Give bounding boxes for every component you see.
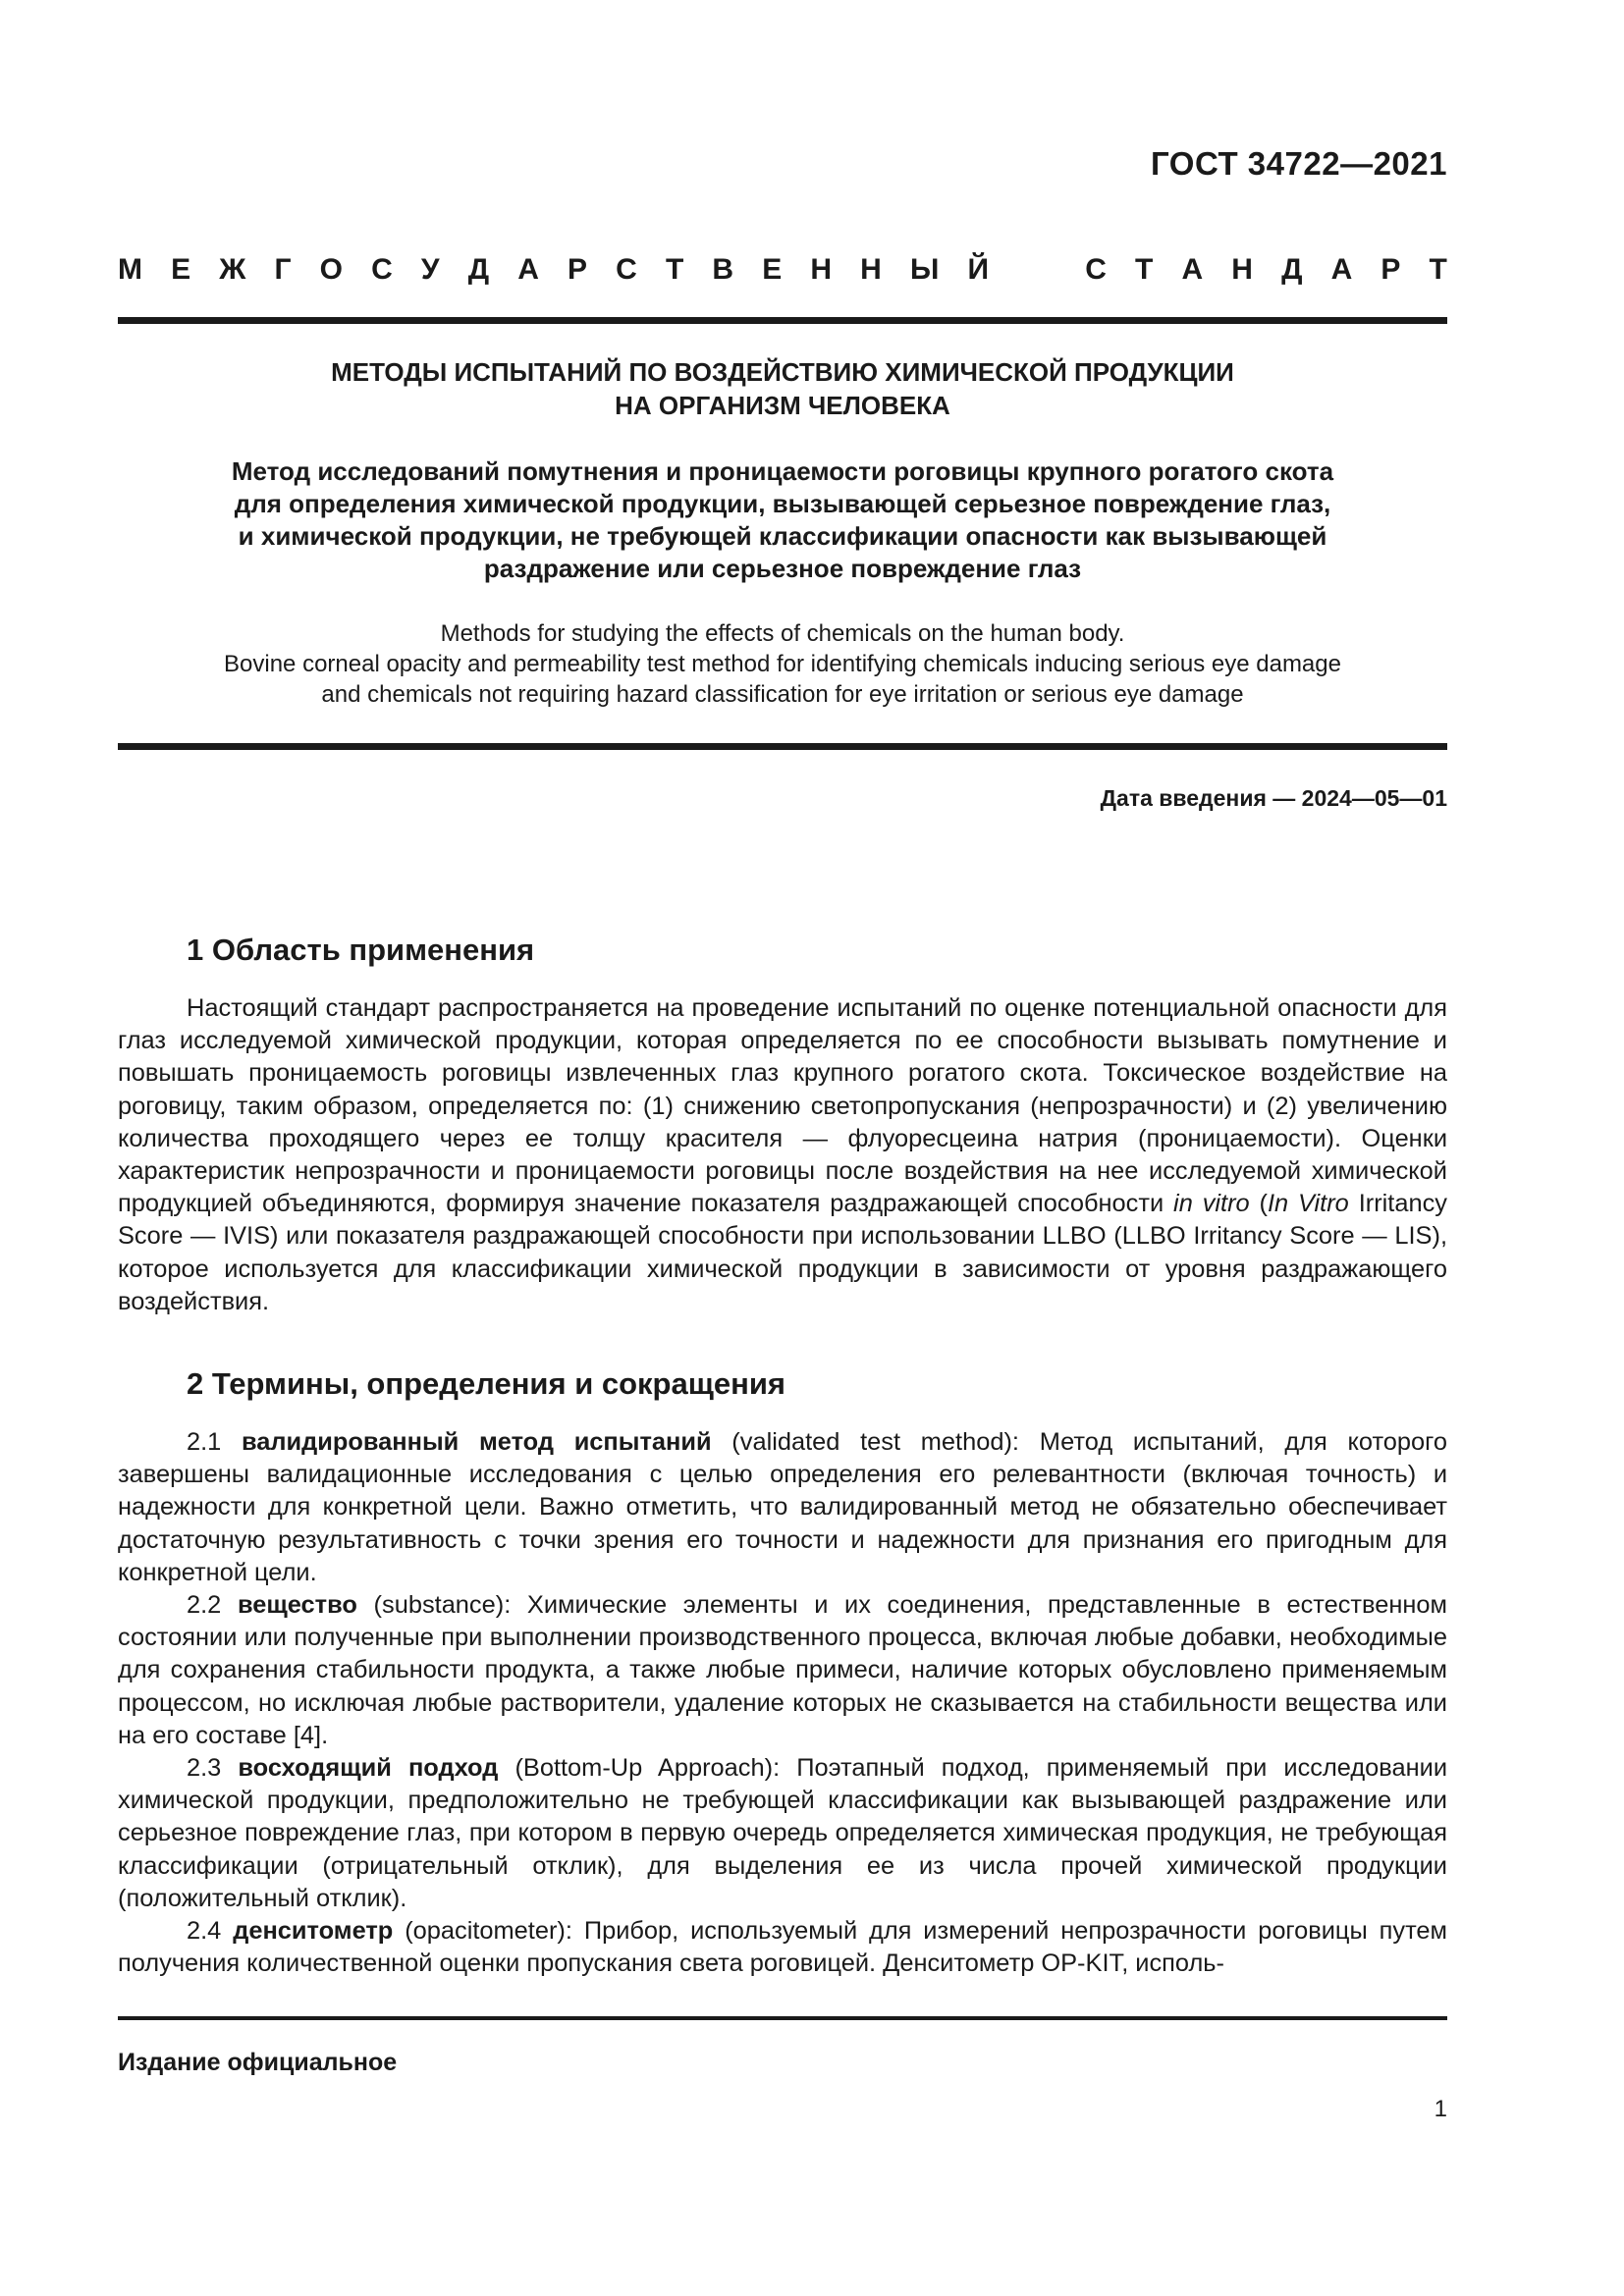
footer-rule bbox=[118, 2016, 1447, 2020]
header-rule bbox=[118, 317, 1447, 324]
subtitle-line: раздражение или серьезное повреждение глаз bbox=[483, 554, 1082, 583]
letter: О bbox=[319, 253, 343, 286]
italic-term: in vitro bbox=[1173, 1190, 1250, 1218]
letter: Н bbox=[810, 253, 833, 286]
document-number: ГОСТ 34722—2021 bbox=[1151, 145, 1447, 182]
english-title bbox=[118, 618, 1447, 710]
term-name: валидированный метод испытаний bbox=[242, 1428, 712, 1456]
letter: Н bbox=[1231, 253, 1253, 286]
letter: Т bbox=[1429, 253, 1447, 286]
letter: С bbox=[1085, 253, 1107, 286]
subtitle-line: Метод исследований помутнения и проницаемости роговицы крупного рогатого скота bbox=[231, 456, 1334, 486]
paragraph-text: ( bbox=[1249, 1190, 1268, 1218]
section-1-heading: 1 Область применения bbox=[187, 933, 535, 967]
letter: С bbox=[616, 253, 637, 286]
document-title bbox=[118, 355, 1447, 422]
english-title-line: Bovine corneal opacity and permeability test method for identifying chemicals inducing serious eye damage bbox=[224, 651, 1341, 677]
letter: А bbox=[1330, 253, 1353, 286]
letter: С bbox=[371, 253, 393, 286]
section-2-heading: 2 Термины, определения и сокращения bbox=[187, 1366, 785, 1401]
term-number: 2.1 bbox=[187, 1428, 243, 1456]
standard-kind-heading bbox=[118, 253, 1447, 287]
letter: Н bbox=[860, 253, 882, 286]
subtitle-line: для определения химической продукции, вызывающей серьезное повреждение глаз, bbox=[234, 489, 1331, 518]
term-text: (Bottom-Up Approach): Поэтапный подход, применяемый при исследовании химической продукции, предположительно не требующей классификации как вызывающей раздражение или серьезное повреждение глаз, при котором в первую очередь определяется химическая продукция, не требующая классификации (отрицательный отклик), для выделения ее из числа прочей химической продукции (положительный отклик). bbox=[118, 1754, 1447, 1912]
term-definition bbox=[118, 1589, 1447, 1752]
letter: Д bbox=[467, 253, 490, 286]
letter: В bbox=[712, 253, 734, 286]
letter: Ы bbox=[909, 253, 940, 286]
section-2-terms bbox=[118, 1426, 1447, 1980]
letter: Т bbox=[665, 253, 684, 286]
page-number: 1 bbox=[1434, 2096, 1447, 2122]
letter: А bbox=[1181, 253, 1204, 286]
letter: А bbox=[517, 253, 539, 286]
term-name: денситометр bbox=[233, 1917, 394, 1946]
introduction-date: Дата введения — 2024—05—01 bbox=[1100, 785, 1447, 811]
term-definition bbox=[118, 1426, 1447, 1589]
letter: Г bbox=[274, 253, 292, 286]
term-text: (substance): Химические элементы и их соединения, представленные в естественном состоянии или полученные при выполнении производственного процесса, включая любые добавки, необходимые для сохранения стабильности продукта, а также любые примеси, наличие которых обусловлено применяемым процессом, но исключая любые растворители, удаление которых не сказывается на стабильности вещества или на его составе [4]. bbox=[118, 1591, 1448, 1749]
letter: Т bbox=[1135, 253, 1154, 286]
paragraph-text: Irritancy Score — IVIS) или показателя раздражающей способности при использовании LLBO (LLBO Irritancy Score — LIS), которое используется для классификации химической продукции в зависимости от уровня раздражающего воздействия. bbox=[118, 1190, 1447, 1315]
italic-term: In Vitro bbox=[1268, 1190, 1349, 1218]
english-title-line: and chemicals not requiring hazard classification for eye irritation or serious eye damage bbox=[321, 681, 1244, 708]
letter: Р bbox=[1380, 253, 1401, 286]
official-edition-label: Издание официальное bbox=[118, 2049, 398, 2076]
letter: Р bbox=[568, 253, 588, 286]
subtitle-line: и химической продукции, не требующей классификации опасности как вызывающей bbox=[238, 521, 1327, 551]
document-subtitle bbox=[118, 455, 1447, 585]
term-definition bbox=[118, 1752, 1447, 1915]
term-name: вещество bbox=[237, 1591, 357, 1620]
term-number: 2.3 bbox=[187, 1754, 239, 1783]
title-line: НА ОРГАНИЗМ ЧЕЛОВЕКА bbox=[615, 391, 950, 420]
term-definition bbox=[118, 1915, 1447, 1980]
title-line: МЕТОДЫ ИСПЫТАНИЙ ПО ВОЗДЕЙСТВИЮ ХИМИЧЕСКОЙ ПРОДУКЦИИ bbox=[331, 357, 1234, 387]
term-number: 2.4 bbox=[187, 1917, 234, 1946]
section-1-paragraph bbox=[118, 992, 1447, 1318]
paragraph-text: Настоящий стандарт распространяется на проведение испытаний по оценке потенциальной опасности для глаз исследуемой химической продукции, которая определяется по ее способности вызывать помутнение и повышать проницаемость роговицы извлеченных глаз крупного рогатого скота. Токсическое воздействие на роговицу, таким образом, определяется по: (1) снижению светопропускания (непрозрачности) и (2) увеличению количества проходящего через ее толщу красителя — флуоресцеина натрия (проницаемости). Оценки характеристик непрозрачности и проницаемости роговицы после воздействия на нее исследуемой химической продукцией объединяются, формируя значение показателя раздражающей способности bbox=[118, 994, 1447, 1218]
term-text: (opacitometer): Прибор, используемый для измерений непрозрачности роговицы путем получения количественной оценки пропускания света роговицей. Денситометр OP-KIT, исполь- bbox=[118, 1917, 1447, 1978]
letter: У bbox=[420, 253, 440, 286]
english-title-line: Methods for studying the effects of chemicals on the human body. bbox=[440, 620, 1125, 647]
term-text: (validated test method): Метод испытаний, для которого завершены валидационные исследования с целью определения его релевантности (включая точность) и надежности для конкретной цели. Важно отметить, что валидированный метод не обязательно обеспечивает достаточную результативность с точки зрения его точности и надежности для признания его пригодным для конкретной цели. bbox=[118, 1428, 1447, 1586]
letter: Й bbox=[967, 253, 989, 286]
letter: Е bbox=[762, 253, 783, 286]
letter: Ж bbox=[219, 253, 246, 286]
title-rule bbox=[118, 743, 1447, 750]
term-number: 2.2 bbox=[187, 1591, 238, 1620]
letter: Д bbox=[1281, 253, 1303, 286]
word-gap bbox=[1017, 253, 1056, 287]
letter: М bbox=[118, 253, 142, 286]
letter: Е bbox=[171, 253, 191, 286]
term-name: восходящий подход bbox=[238, 1754, 499, 1783]
